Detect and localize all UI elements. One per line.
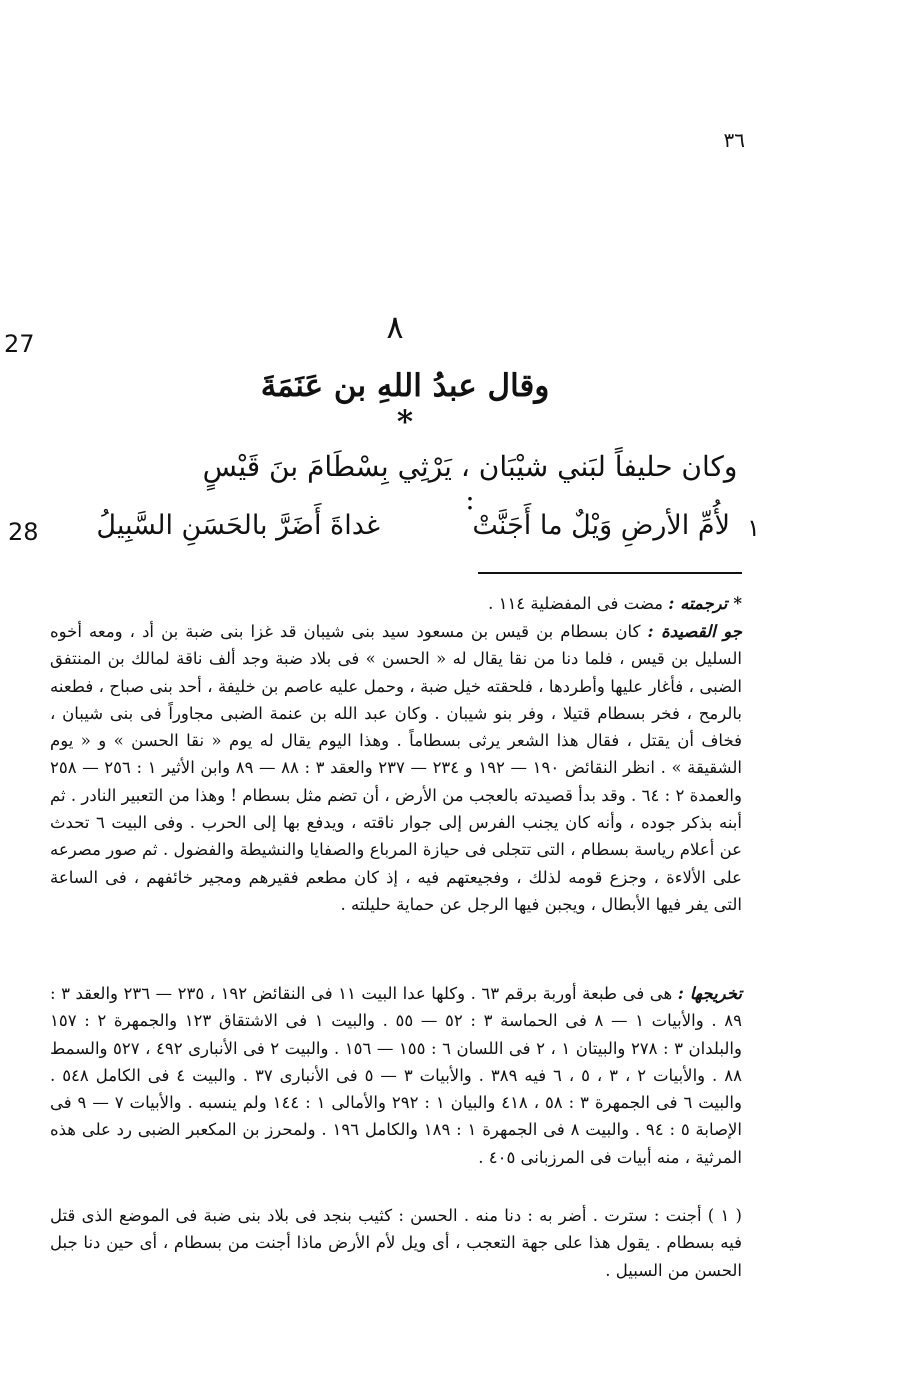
poem-heading: وقال عبدُ اللهِ بن عَنَمَةَ *	[260, 368, 550, 440]
sources-note	[50, 980, 742, 1171]
verse-commentary	[50, 1202, 742, 1284]
margin-line-number: 27	[4, 330, 35, 358]
biography-note	[50, 590, 742, 617]
verse-second-hemistich: غداةَ أَضَرَّ بالحَسَنِ السَّبِيلُ	[96, 510, 380, 541]
footnote-star: *	[733, 594, 742, 613]
biography-label: ترجمته :	[668, 594, 728, 613]
verse-number: ١	[747, 514, 760, 542]
sources-text: هى فى طبعة أوربة برقم ٦٣ . وكلها عدا البيت ١١ فى النقائض ١٩٢ ، ٢٣٥ — ٢٣٦ والعقد ٣ : ٨٩ . والأبيات ١ — ٨ فى الحماسة ٣ : ٥٢ — ٥٥ . والبيت ١ فى الاشتقاق ١٢٣ والجمهرة ٢ : ١٥٧ والبلدان ٣ : ٢٧٨ والبيتان ١ ، ٢ فى اللسان ٦ : ١٥٥ — ١٥٦ . والبيت ٢ فى الأنبارى ٤٩٢ ، ٥٢٧ والسمط ٨٨ . والأبيات ٢ ، ٣ ، ٥ ، ٦ فيه ٣٨٩ . والأبيات ٣ — ٥ فى الأنبارى ٣٧ . والبيت ٤ فى الكامل ٥٤٨ . والبيت ٦ فى الجمهرة ٣ : ٥٨ ، ٤١٨ والبيان ١ : ٢٩٢ والأمالى ١ : ١٤٤ ولم ينسبه . والأبيات ٧ — ٩ فى الإصابة ٥ : ٩٤ . والبيت ٨ فى الجمهرة ١ : ١٨٩ والكامل ١٩٦ . ولمحرز بن المكعبر الضبى رد على هذه المرثية ، منه أبيات فى المرزبانى ٤٠٥ .	[50, 984, 742, 1167]
poem-context-label: جو القصيدة :	[647, 622, 742, 641]
sources-label: تخريجها :	[677, 984, 743, 1003]
verse-first-hemistich: لأُمِّ الأرضِ وَيْلٌ ما أَجَنَّتْ	[472, 510, 730, 541]
verse-line	[80, 510, 760, 560]
margin-line-number: 28	[8, 518, 39, 546]
poem-context-note	[50, 618, 742, 918]
verse-commentary-text: ( ١ ) أجنت : سترت . أضر به : دنا منه . الحسن : كثيب بنجد فى بلاد بنى ضبة فى الموضع الذى قتل فيه بسطام . يقول هذا على جهة التعجب ، أى ويل لأم الأرض ماذا أجنت من بسطام ، أى حين دنا جبل الحسن من السبيل .	[50, 1206, 742, 1280]
poem-number: ٨	[386, 308, 404, 346]
footnote-divider	[478, 572, 742, 574]
poem-context-text: كان بسطام بن قيس بن مسعود سيد بنى شيبان قد غزا بنى ضبة بن أد ، ومعه أخوه السليل بن قيس ، فلما دنا من نقا يقال له « الحسن » فى بلاد ضبة وجد ألف ناقة لمالك بن المنتفق الضبى ، فأغار عليها وأطردها ، فلحقته خيل ضبة ، وحمل عليه عاصم بن خليفة ، أحد بنى صباح ، فطعنه بالرمح ، فخر بسطام قتيلا ، وفر بنو شيبان . وكان عبد الله بن عنمة الضبى مجاوراً فى بنى شيبان ، فخاف أن يقتل ، فقال هذا الشعر يرثى بسطاماً . وهذا اليوم يقال له يوم « نقا الحسن » و « يوم الشقيقة » . انظر النقائض ١٩٠ — ١٩٢ و ٢٣٤ — ٢٣٧ والعقد ٣ : ٨٨ — ٨٩ وابن الأثير ١ : ٢٥٦ — ٢٥٨ والعمدة ٢ : ٦٤ . وقد بدأ قصيدته بالعجب من الأرض ، أن تضم مثل بسطام ! وهذا من التعبير النادر . ثم أبنه بذكر جوده ، وأنه كان يجنب الفرس إلى جوار ناقته ، ويدفع بها إلى الحرب . وفى البيت ٦ تحدث عن أعلام رياسة بسطام ، التى تتجلى فى حيازة المرباع والصفايا والنشيطة والفضول . ثم صور مصرعه على الألاءة ، وجزع قومه لذلك ، وفجيعتهم فيه ، إذ كان مطعم فقيرهم ومجير خائفهم ، فى الساعة التى يفر فيها الأبطال ، ويجبن فيها الرجل عن حماية حليلته .	[50, 622, 742, 914]
page-number: ٣٦	[723, 128, 745, 152]
poem-subheading: وكان حليفاً لبَني شيْبَان ، يَرْثِي بِسْطَامَ بنَ قَيْسٍ :	[202, 450, 738, 516]
biography-text: مضت فى المفضلية ١١٤ .	[488, 594, 663, 613]
